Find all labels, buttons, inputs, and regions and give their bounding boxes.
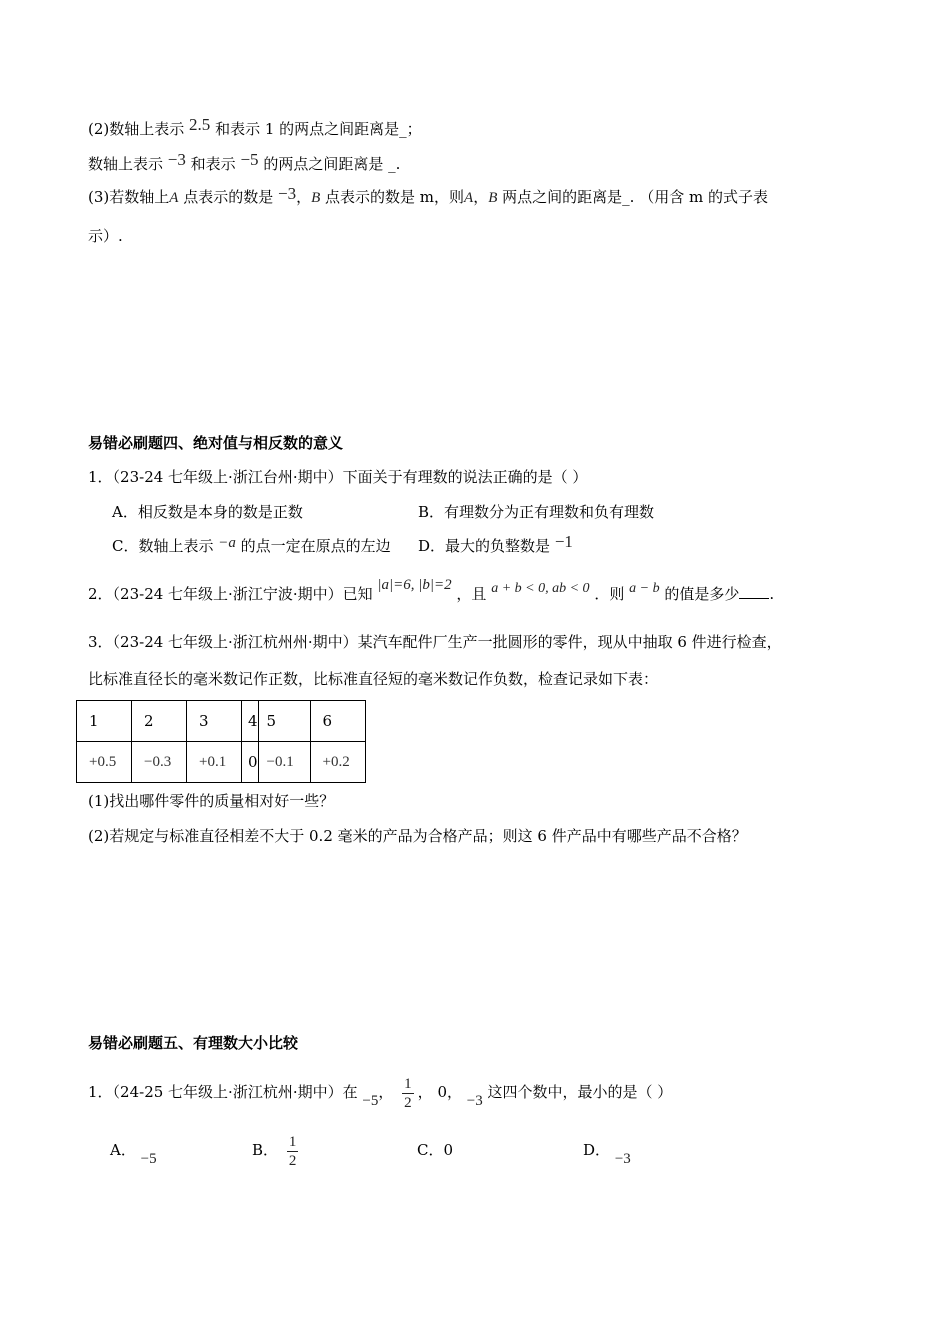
math-value: 2.5	[189, 115, 211, 134]
text: ．则	[594, 585, 625, 603]
text: 和表示	[190, 155, 236, 173]
math-var: B	[311, 190, 321, 206]
answer-blank[interactable]: _	[388, 155, 396, 173]
text: .	[769, 585, 775, 603]
answer-blank[interactable]: _	[622, 188, 630, 206]
q3-line1: 3．（23-24 七年级上·浙江杭州州·期中）某汽车配件厂生产一批圆形的零件，现从中抽取 6 件进行检查，	[88, 633, 782, 651]
option-d[interactable]	[418, 532, 573, 557]
option-d[interactable]	[583, 1128, 631, 1173]
text: . （用含 m 的式子表	[629, 188, 768, 206]
math-value: −5	[140, 1151, 157, 1167]
math-expression: a + b < 0, ab < 0	[491, 581, 590, 596]
table-cell: +0.5	[77, 742, 132, 783]
fraction	[402, 1075, 414, 1112]
math-var: B	[488, 190, 498, 206]
table-cell: 6	[310, 701, 365, 742]
text: ，	[417, 1083, 433, 1101]
table-row	[77, 742, 366, 783]
table-cell: 0	[242, 742, 259, 783]
fraction-numerator: 1	[288, 1133, 297, 1150]
q1-stem	[88, 1070, 672, 1115]
q2-line1	[88, 115, 422, 140]
q1-stem: 1．（23-24 七年级上·浙江台州·期中）下面关于有理数的说法正确的是（ ）	[88, 468, 588, 486]
text: 1．（24-25 七年级上·浙江杭州·期中）在	[88, 1083, 358, 1101]
option-label: A．	[110, 1141, 136, 1159]
option-b[interactable]	[252, 1128, 302, 1172]
text: 和表示 1 的两点之间距离是	[215, 120, 400, 138]
text: .	[395, 155, 401, 173]
option-label: C．	[417, 1141, 444, 1159]
math-expression: a − b	[629, 581, 660, 596]
answer-blank[interactable]: _	[399, 120, 407, 138]
text: ；	[406, 120, 422, 138]
answer-blank[interactable]	[739, 584, 769, 599]
fraction	[287, 1133, 299, 1170]
math-value: −1	[554, 532, 573, 551]
q3-line2: 比标准直径长的毫米数记作正数，比标准直径短的毫米数记作负数，检查记录如下表：	[88, 670, 659, 688]
text: 这四个数中，最小的是（ ）	[487, 1083, 673, 1101]
table-cell: +0.2	[310, 742, 365, 783]
text: 点表示的数是 m，则	[320, 188, 465, 206]
math-value: −5	[240, 150, 259, 169]
option-label: B．	[252, 1141, 279, 1159]
q3-line1	[88, 186, 768, 209]
option-b[interactable]: B．有理数分为正有理数和负有理数	[418, 503, 655, 521]
q3-line2: 示）.	[88, 227, 123, 245]
option-a[interactable]: A．相反数是本身的数是正数	[112, 503, 303, 521]
text: 两点之间的距离是	[497, 188, 623, 206]
table-cell: 1	[77, 701, 132, 742]
text: ，且	[456, 585, 487, 603]
text: 2．（23-24 七年级上·浙江宁波·期中）已知	[88, 585, 373, 603]
q2-line2	[88, 150, 401, 175]
text: ，	[296, 188, 312, 206]
table-cell: 2	[132, 701, 187, 742]
table-row	[77, 701, 366, 742]
option-a[interactable]	[110, 1128, 157, 1173]
text: 的两点之间距离是	[263, 155, 389, 173]
math-value: −3	[614, 1151, 631, 1167]
text: ，	[446, 1083, 462, 1101]
math-value: −3	[277, 184, 297, 203]
text: D．最大的负整数是	[418, 537, 551, 555]
math-var: A	[464, 190, 474, 206]
math-value: −3	[466, 1093, 483, 1109]
text: ，	[473, 188, 489, 206]
math-value: 0	[437, 1083, 447, 1101]
fraction-denominator: 2	[288, 1152, 297, 1169]
table-cell: −0.1	[258, 742, 310, 783]
fraction-numerator: 1	[404, 1075, 412, 1092]
text: (3)若数轴上	[88, 188, 170, 206]
math-var: A	[169, 190, 179, 206]
table-cell: 5	[258, 701, 310, 742]
fraction-denominator: 2	[404, 1094, 412, 1111]
math-value: −3	[167, 150, 186, 169]
option-label: D．	[583, 1141, 611, 1159]
math-value: −5	[362, 1093, 379, 1109]
table-cell: −0.3	[132, 742, 187, 783]
option-c[interactable]	[417, 1128, 453, 1172]
q2-stem	[88, 577, 775, 607]
math-expression: |a|=6, |b|=2	[377, 577, 452, 593]
table-cell: 3	[187, 701, 242, 742]
text: ，	[378, 1083, 394, 1101]
text: 点表示的数是	[178, 188, 274, 206]
text: C．数轴上表示	[112, 537, 214, 555]
math-value: −a	[218, 535, 236, 551]
q3-sub2: (2)若规定与标准直径相差不大于 0.2 毫米的产品为合格产品；则这 6 件产品中有哪些产品不合格？	[88, 827, 747, 845]
text: (2)数轴上表示	[88, 120, 185, 138]
text: 的点一定在原点的左边	[240, 537, 391, 555]
q3-sub1: (1)找出哪件零件的质量相对好一些？	[88, 792, 335, 810]
option-c[interactable]	[112, 535, 391, 558]
section-title: 易错必刷题四、绝对值与相反数的意义	[88, 434, 344, 452]
math-value: 0	[443, 1141, 454, 1159]
table-cell: 4	[242, 701, 259, 742]
text: 的值是多少	[664, 585, 740, 603]
record-table	[76, 700, 366, 783]
section-title: 易错必刷题五、有理数大小比较	[88, 1034, 299, 1052]
text: 数轴上表示	[88, 155, 164, 173]
table-cell: +0.1	[187, 742, 242, 783]
